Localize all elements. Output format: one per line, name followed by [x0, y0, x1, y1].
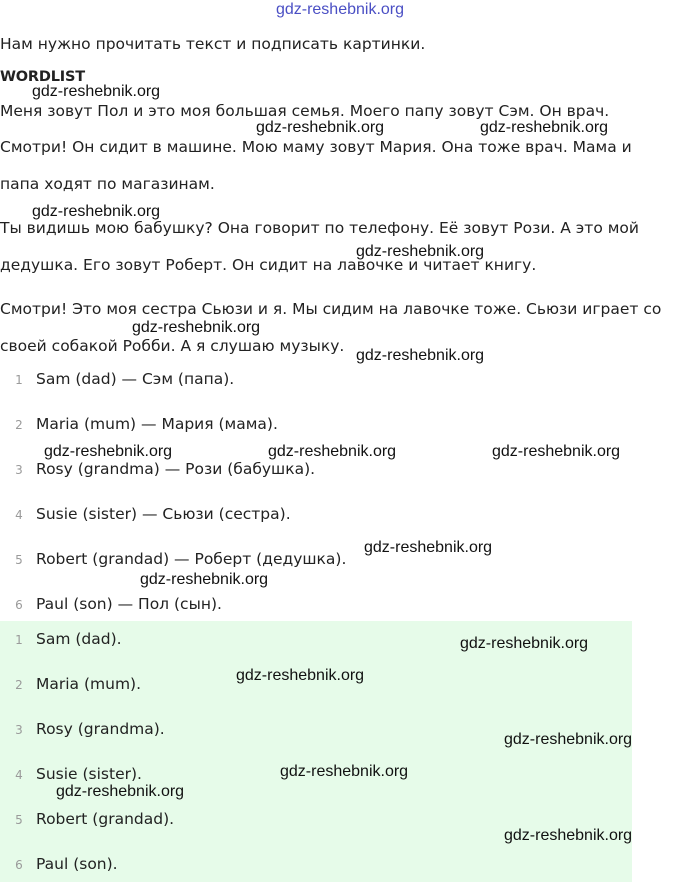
instruction-text: Нам нужно прочитать текст и подписать картинки. [0, 35, 426, 53]
item-number: 1 [15, 633, 23, 647]
site-link[interactable]: gdz-reshebnik.org [275, 1, 405, 18]
item-text: Robert (grandad). [36, 810, 175, 828]
watermark: gdz-reshebnik.org [356, 347, 485, 364]
watermark: gdz-reshebnik.org [280, 763, 409, 780]
item-text: Susie (sister) — Сьюзи (сестра). [36, 505, 291, 523]
item-number: 5 [15, 553, 23, 567]
watermark: gdz-reshebnik.org [480, 119, 609, 136]
watermark: gdz-reshebnik.org [504, 827, 633, 844]
watermark: gdz-reshebnik.org [364, 539, 493, 556]
item-number: 1 [15, 373, 23, 387]
item-number: 2 [15, 418, 23, 432]
watermark: gdz-reshebnik.org [140, 571, 269, 588]
watermark: gdz-reshebnik.org [268, 443, 397, 460]
paragraph-line: своей собакой Робби. А я слушаю музыку. [0, 337, 345, 355]
item-text: Paul (son). [36, 855, 118, 873]
item-text: Maria (mum) — Мария (мама). [36, 415, 278, 433]
item-number: 6 [15, 858, 23, 872]
item-text: Rosy (grandma) — Рози (бабушка). [36, 460, 316, 478]
watermark: gdz-reshebnik.org [256, 119, 385, 136]
watermark: gdz-reshebnik.org [504, 731, 633, 748]
item-text: Rosy (grandma). [36, 720, 165, 738]
item-number: 3 [15, 463, 23, 477]
watermark: gdz-reshebnik.org [460, 635, 589, 652]
item-text: Sam (dad) — Сэм (папа). [36, 370, 235, 388]
paragraph-line: дедушка. Его зовут Роберт. Он сидит на лавочке и читает книгу. [0, 256, 537, 274]
paragraph-line: Смотри! Это моя сестра Сьюзи и я. Мы сидим на лавочке тоже. Сьюзи играет со [0, 300, 662, 318]
item-number: 3 [15, 723, 23, 737]
item-number: 5 [15, 813, 23, 827]
item-text: Sam (dad). [36, 630, 122, 648]
wordlist-heading: WORDLIST [0, 69, 85, 85]
paragraph-line: Смотри! Он сидит в машине. Мою маму зовут Мария. Она тоже врач. Мама и [0, 138, 632, 156]
item-text: Maria (mum). [36, 675, 142, 693]
item-text: Paul (son) — Пол (сын). [36, 595, 222, 613]
item-number: 4 [15, 508, 23, 522]
item-text: Robert (grandad) — Роберт (дедушка). [36, 550, 347, 568]
item-text: Susie (sister). [36, 765, 142, 783]
item-number: 4 [15, 768, 23, 782]
watermark: gdz-reshebnik.org [44, 443, 173, 460]
watermark: gdz-reshebnik.org [132, 319, 261, 336]
watermark: gdz-reshebnik.org [32, 83, 161, 100]
watermark: gdz-reshebnik.org [492, 443, 621, 460]
paragraph-line: папа ходят по магазинам. [0, 175, 215, 193]
paragraph-line: Ты видишь мою бабушку? Она говорит по телефону. Её зовут Рози. А это мой [0, 219, 639, 237]
paragraph-line: Меня зовут Пол и это моя большая семья. Моего папу зовут Сэм. Он врач. [0, 102, 610, 120]
watermark: gdz-reshebnik.org [356, 243, 485, 260]
item-number: 6 [15, 598, 23, 612]
item-number: 2 [15, 678, 23, 692]
watermark: gdz-reshebnik.org [32, 203, 161, 220]
watermark: gdz-reshebnik.org [236, 667, 365, 684]
watermark: gdz-reshebnik.org [56, 783, 185, 800]
